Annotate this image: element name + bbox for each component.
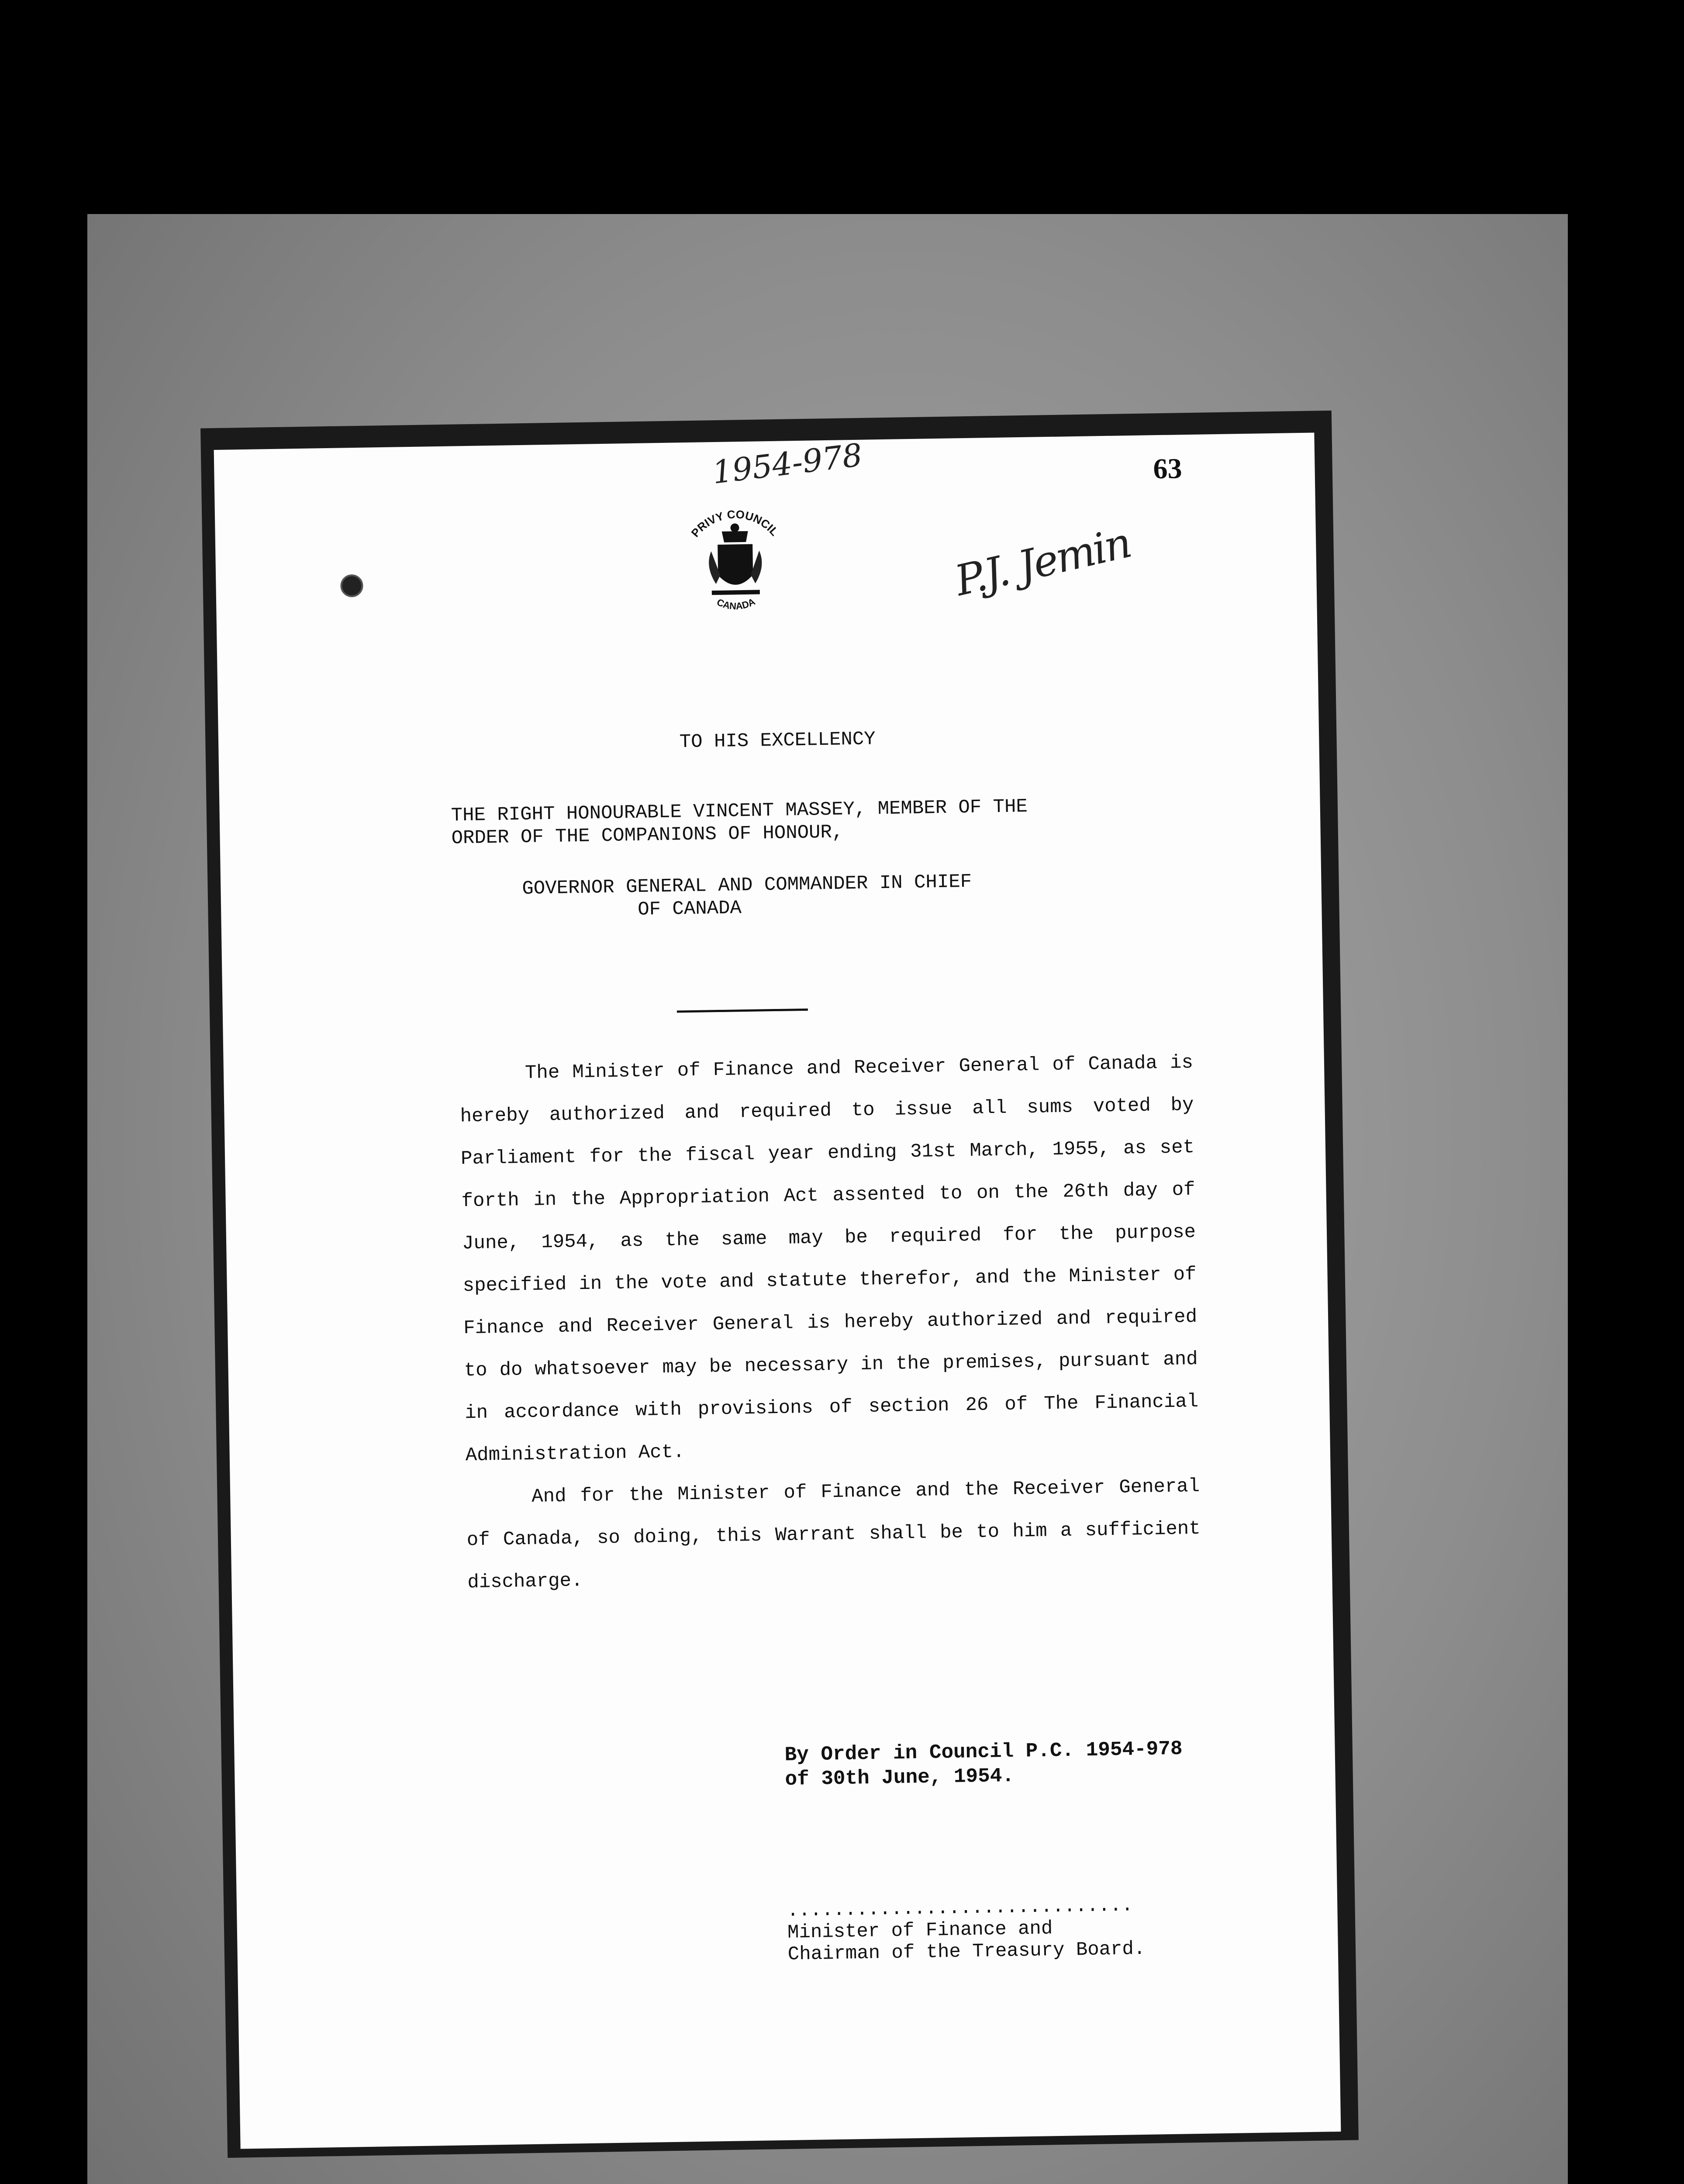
paragraph-1: The Minister of Finance and Receiver General of Canada is hereby authorized and required to issue all sums voted by Parliament for the fiscal year ending 31st March, 1955, as set forth in the Appropriation Act assented to on the 26th day of June, 1954, as the same may be required for the purpose specified in the vote and statute therefor, and the Minister of Finance and Receiver General is hereby authorized and required to do whatsoever may be necessary in the premises, pursuant and in accordance with provisions of section 26 of The Financial Administration Act.	[460, 1051, 1199, 1467]
paragraph-2: And for the Minister of Finance and the Receiver General of Canada, so doing, this Warrant shall be to him a sufficient discharge.	[466, 1475, 1201, 1594]
address-line-2: THE RIGHT HONOURABLE VINCENT MASSEY, MEMBER OF THE ORDER OF THE COMPANIONS OF HONOUR,	[451, 795, 1028, 850]
address-line-3: GOVERNOR GENERAL AND COMMANDER IN CHIEF OF CANADA	[522, 871, 972, 923]
punch-hole	[340, 574, 363, 598]
privy-council-seal	[669, 500, 802, 633]
handwritten-file-number: 1954-978	[710, 436, 865, 491]
coat-of-arms-icon	[708, 523, 763, 595]
page-number: 63	[1153, 453, 1183, 485]
body-text	[459, 1042, 1201, 1604]
divider-rule	[677, 1009, 808, 1013]
address-line-1: TO HIS EXCELLENCY	[679, 728, 876, 753]
document-page	[214, 432, 1341, 2149]
seal-bottom-text: CANADA	[715, 596, 757, 612]
order-in-council: By Order in Council P.C. 1954-978 of 30th June, 1954.	[784, 1737, 1183, 1791]
handwritten-signature: P.J. Jemin	[950, 518, 1135, 606]
signature-block: .............................. Minister of Finance and Chairman of the Treasury Board.	[787, 1894, 1146, 1966]
seal-top-text: PRIVY COUNCIL	[688, 507, 781, 540]
